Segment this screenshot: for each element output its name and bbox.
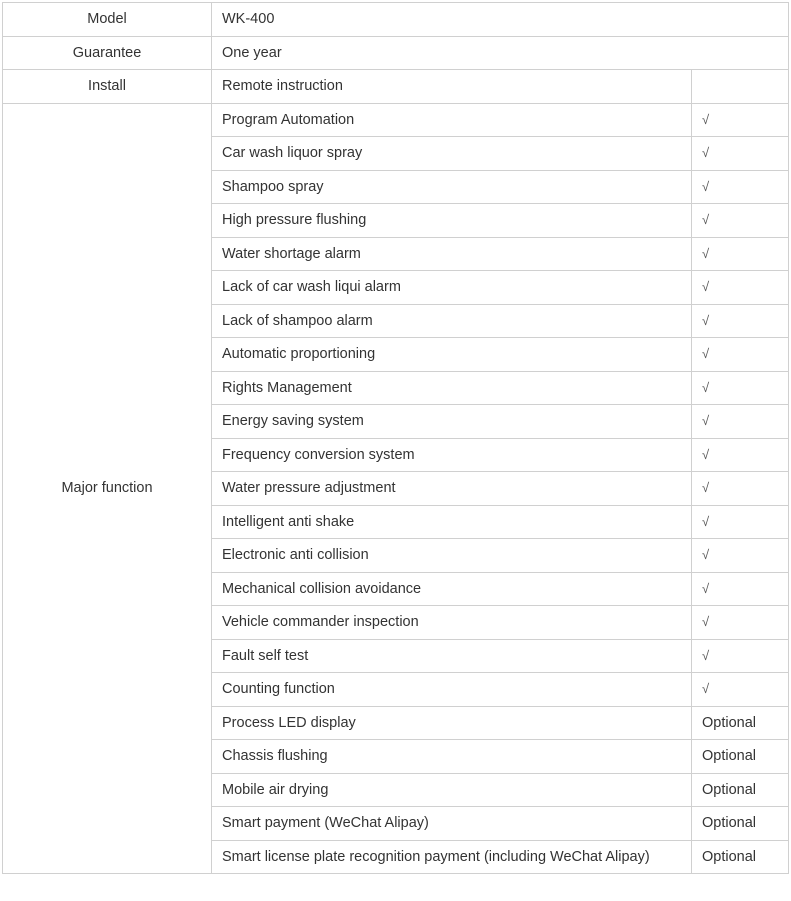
check-mark-icon: √ (692, 505, 789, 539)
function-name: Electronic anti collision (212, 539, 692, 573)
function-name: Frequency conversion system (212, 438, 692, 472)
function-name: Chassis flushing (212, 740, 692, 774)
row-label: Model (3, 3, 212, 37)
function-name: Lack of car wash liqui alarm (212, 271, 692, 305)
function-name: Vehicle commander inspection (212, 606, 692, 640)
check-mark-icon: √ (692, 639, 789, 673)
row-label: Install (3, 70, 212, 104)
function-name: Smart payment (WeChat Alipay) (212, 807, 692, 841)
spec-table (2, 2, 789, 874)
function-name: Counting function (212, 673, 692, 707)
check-mark-icon: √ (692, 338, 789, 372)
row-value: One year (212, 36, 789, 70)
function-name: Water pressure adjustment (212, 472, 692, 506)
function-name: Mobile air drying (212, 773, 692, 807)
function-name: High pressure flushing (212, 204, 692, 238)
row-label: Guarantee (3, 36, 212, 70)
major-function-label: Major function (3, 103, 212, 874)
check-mark-icon: √ (692, 304, 789, 338)
check-mark-icon: √ (692, 103, 789, 137)
check-mark-icon: √ (692, 606, 789, 640)
optional-label: Optional (692, 773, 789, 807)
function-name: Shampoo spray (212, 170, 692, 204)
table-row-install (3, 70, 789, 104)
check-mark-icon: √ (692, 572, 789, 606)
table-row-model (3, 3, 789, 37)
check-mark-icon: √ (692, 371, 789, 405)
row-value: WK-400 (212, 3, 789, 37)
optional-label: Optional (692, 740, 789, 774)
check-mark-icon: √ (692, 438, 789, 472)
check-mark-icon: √ (692, 204, 789, 238)
function-name: Water shortage alarm (212, 237, 692, 271)
table-row-guarantee (3, 36, 789, 70)
function-name: Lack of shampoo alarm (212, 304, 692, 338)
row-mark (692, 70, 789, 104)
check-mark-icon: √ (692, 271, 789, 305)
function-name: Intelligent anti shake (212, 505, 692, 539)
function-name: Car wash liquor spray (212, 137, 692, 171)
check-mark-icon: √ (692, 137, 789, 171)
row-value: Remote instruction (212, 70, 692, 104)
table-row (3, 103, 789, 137)
function-name: Program Automation (212, 103, 692, 137)
function-name: Energy saving system (212, 405, 692, 439)
check-mark-icon: √ (692, 673, 789, 707)
function-name: Mechanical collision avoidance (212, 572, 692, 606)
check-mark-icon: √ (692, 170, 789, 204)
function-name: Fault self test (212, 639, 692, 673)
check-mark-icon: √ (692, 472, 789, 506)
function-name: Automatic proportioning (212, 338, 692, 372)
optional-label: Optional (692, 807, 789, 841)
check-mark-icon: √ (692, 539, 789, 573)
function-name: Rights Management (212, 371, 692, 405)
check-mark-icon: √ (692, 405, 789, 439)
optional-label: Optional (692, 706, 789, 740)
optional-label: Optional (692, 840, 789, 874)
function-name: Process LED display (212, 706, 692, 740)
function-name: Smart license plate recognition payment (including WeChat Alipay) (212, 840, 692, 874)
check-mark-icon: √ (692, 237, 789, 271)
